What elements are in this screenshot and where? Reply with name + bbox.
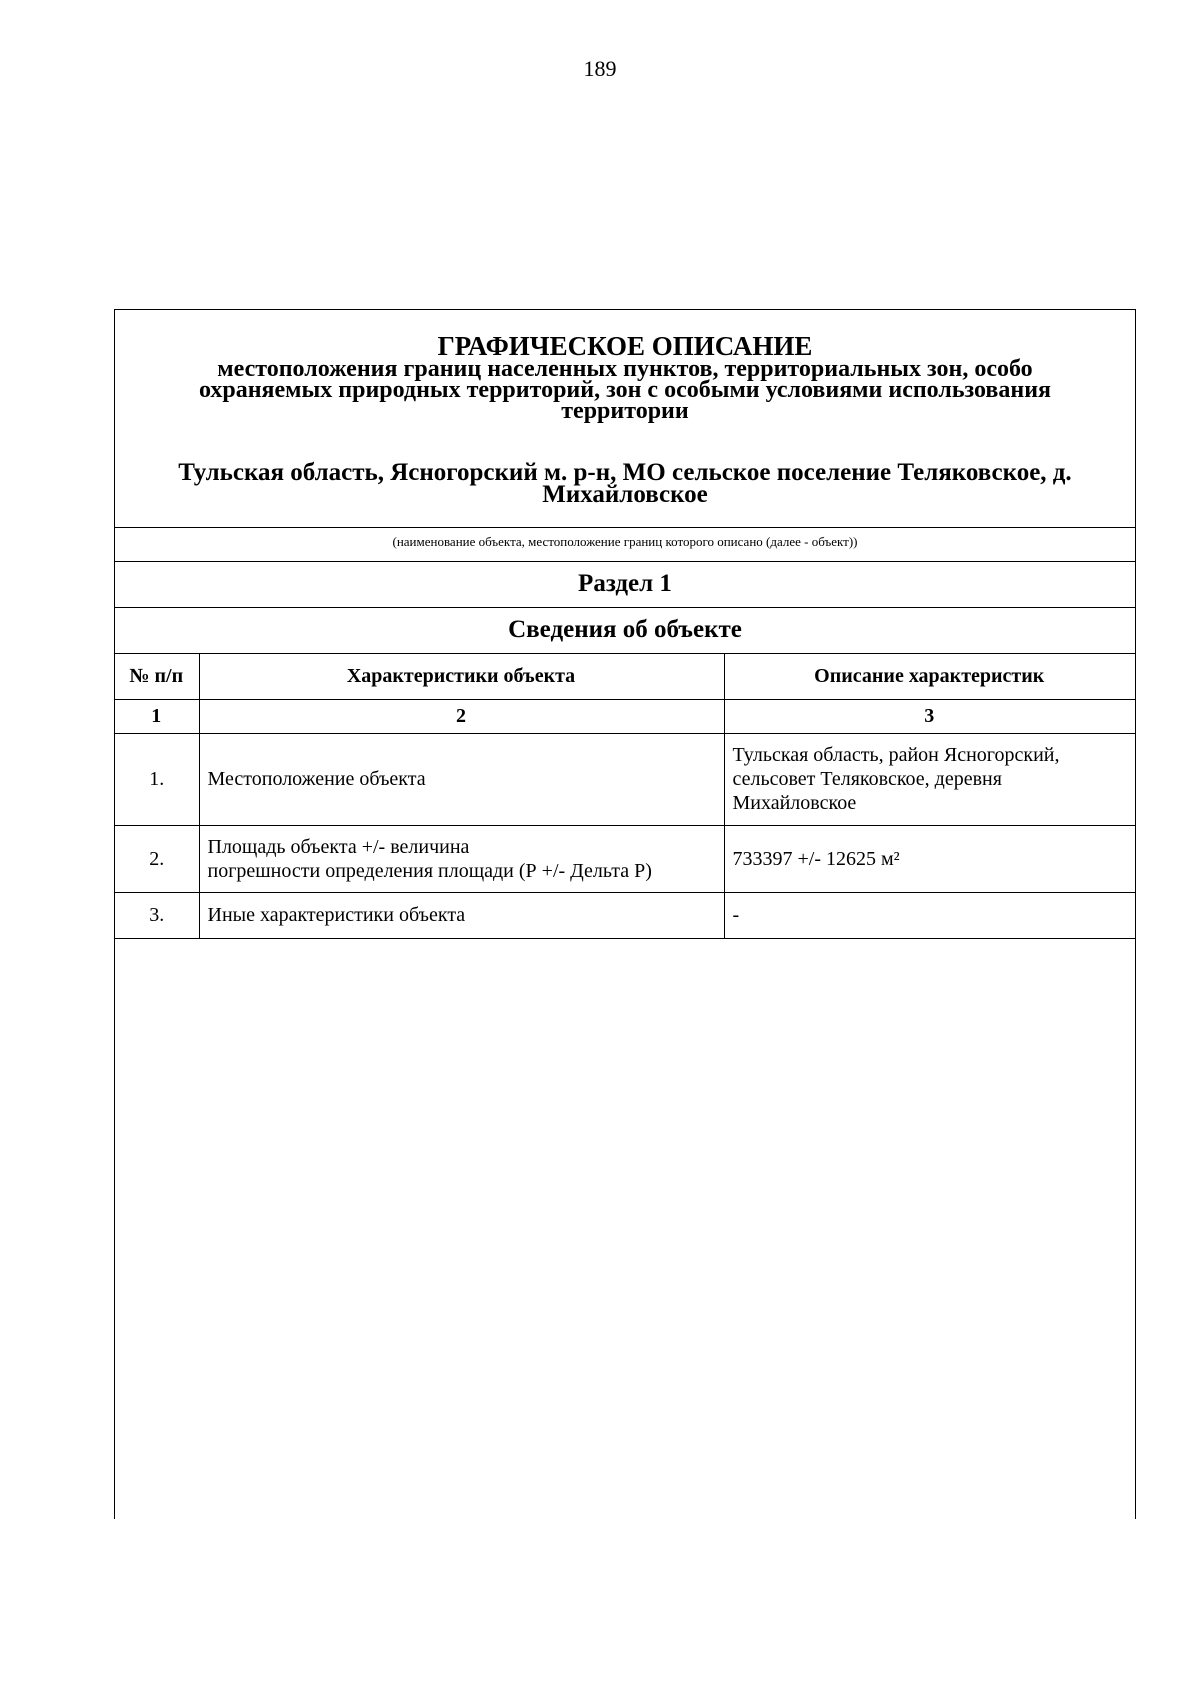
row-description: Тульская область, район Ясногорский, сельсовет Теляковское, деревня Михайловское xyxy=(724,733,1135,825)
object-name-line: Михайловское xyxy=(542,481,708,508)
page-number: 189 xyxy=(583,56,617,81)
row-number: 2. xyxy=(115,825,199,892)
subtitle-line: территории xyxy=(561,398,689,424)
section-label: Раздел 1 xyxy=(115,562,1135,608)
object-info-table xyxy=(115,654,1135,939)
object-name xyxy=(115,459,1135,508)
subtitle-line: местоположения границ населенных пунктов, территориальных зон, особо xyxy=(217,356,1033,382)
row-number: 3. xyxy=(115,892,199,938)
column-index: 3 xyxy=(724,699,1135,733)
column-index: 1 xyxy=(115,699,199,733)
object-caption: (наименование объекта, местоположение границ которого описано (далее - объект)) xyxy=(115,528,1135,562)
row-characteristic: Площадь объекта +/- величина погрешности определения площади (Р +/- Дельта Р) xyxy=(199,825,724,892)
column-header-characteristic: Характеристики объекта xyxy=(199,654,724,699)
document-frame xyxy=(114,309,1136,1519)
column-header-num: № п/п xyxy=(115,654,199,699)
table-row xyxy=(115,892,1135,938)
row-description: 733397 +/- 12625 м² xyxy=(724,825,1135,892)
header-block xyxy=(115,310,1135,528)
table-header-row xyxy=(115,654,1135,699)
table-row xyxy=(115,825,1135,892)
table-row xyxy=(115,733,1135,825)
column-index: 2 xyxy=(199,699,724,733)
section-title: Сведения об объекте xyxy=(115,608,1135,654)
document-title: ГРАФИЧЕСКОЕ ОПИСАНИЕ xyxy=(437,331,813,361)
row-characteristic: Местоположение объекта xyxy=(199,733,724,825)
column-header-description: Описание характеристик xyxy=(724,654,1135,699)
subtitle-line: охраняемых природных территорий, зон с особыми условиями использования xyxy=(198,377,1052,403)
object-name-line: Тульская область, Ясногорский м. р-н, МО сельское поселение Теляковское, д. xyxy=(178,459,1072,486)
row-description: - xyxy=(724,892,1135,938)
row-characteristic: Иные характеристики объекта xyxy=(199,892,724,938)
table-index-row xyxy=(115,699,1135,733)
row-number: 1. xyxy=(115,733,199,825)
